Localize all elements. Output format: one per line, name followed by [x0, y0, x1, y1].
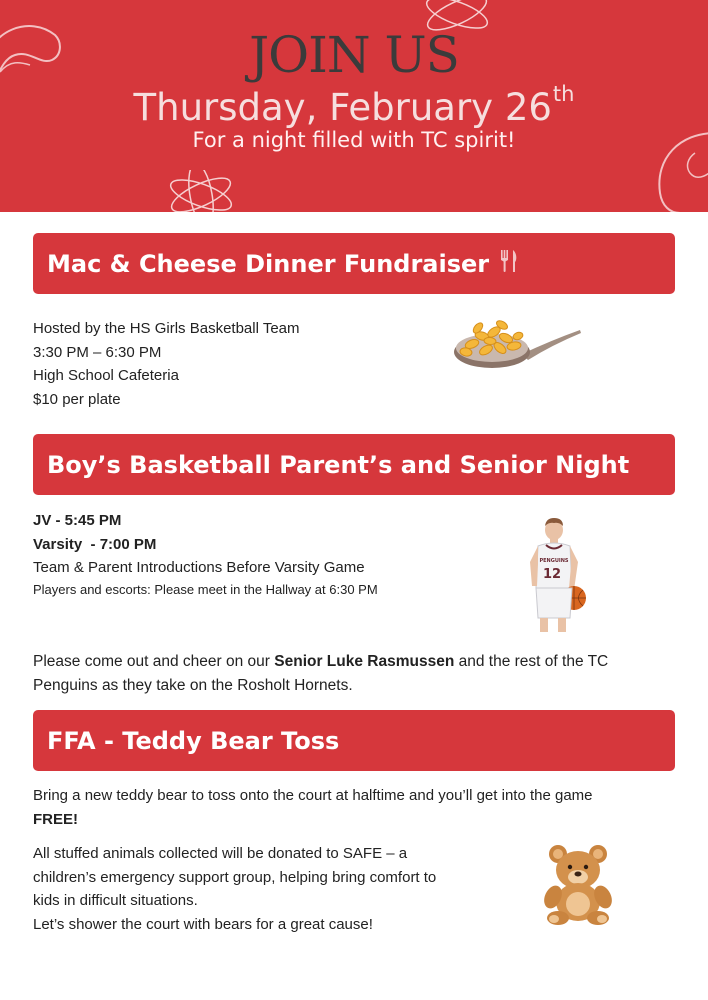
- teddy-line: children’s emergency support group, helping bring comfort to: [33, 868, 437, 886]
- section-heading-teddy-bear-toss: [33, 710, 675, 771]
- teddy-line: Let’s shower the court with bears for a great cause!: [33, 915, 373, 933]
- section-heading-text: Boy’s Basketball Parent’s and Senior Night: [47, 450, 630, 479]
- atom-outline-icon: [164, 170, 239, 212]
- time-line: 3:30 PM – 6:30 PM: [33, 343, 162, 361]
- teddy-line: kids in difficult situations.: [33, 892, 198, 909]
- svg-text:PENGUINS: PENGUINS: [539, 558, 569, 564]
- price-line: $10 per plate: [33, 390, 121, 408]
- teddy-para-2: [33, 842, 436, 936]
- teddy-line: All stuffed animals collected will be donated to SAFE – a: [33, 845, 408, 862]
- senior-night-details: [33, 509, 378, 600]
- cheer-line-1: Please come out and cheer on our Senior Luke Rasmussen and the rest of the TC: [33, 653, 609, 670]
- basketball-player-image: [524, 516, 598, 634]
- tagline: For a night filled with TC spirit!: [192, 128, 516, 152]
- cheer-line-2: Penguins as they take on the Rosholt Hornets.: [33, 676, 353, 694]
- fundraiser-details: [33, 317, 300, 411]
- cheer-paragraph: [33, 650, 608, 697]
- page-title: JOIN US: [249, 26, 459, 84]
- teddy-line-1: Bring a new teddy bear to toss onto the court at halftime and you’ll get into the game: [33, 787, 593, 804]
- header-banner: [0, 0, 708, 212]
- section-heading-senior-night: [33, 434, 675, 495]
- section-heading-text: Mac & Cheese Dinner Fundraiser: [47, 249, 490, 278]
- host-line: Hosted by the HS Girls Basketball Team: [33, 320, 300, 337]
- event-date: Thursday, February 26th: [133, 82, 575, 129]
- jv-time: JV - 5:45 PM: [33, 512, 122, 529]
- senior-name: Senior Luke Rasmussen: [274, 653, 455, 670]
- free-label: FREE!: [33, 810, 78, 828]
- teddy-bear-image: [540, 842, 620, 926]
- section-heading-text: FFA - Teddy Bear Toss: [47, 726, 340, 755]
- svg-text:12: 12: [542, 567, 562, 582]
- section-heading-fundraiser: [33, 233, 675, 294]
- fork-knife-icon: [499, 249, 519, 279]
- varsity-time: Varsity - 7:00 PM: [33, 535, 157, 553]
- teddy-para-1: [33, 784, 593, 831]
- mac-and-cheese-image: [452, 310, 584, 380]
- location-line: High School Cafeteria: [33, 367, 179, 384]
- introductions-line: Team & Parent Introductions Before Varsity Game: [33, 559, 365, 576]
- escort-note: Players and escorts: Please meet in the Hallway at 6:30 PM: [33, 581, 378, 597]
